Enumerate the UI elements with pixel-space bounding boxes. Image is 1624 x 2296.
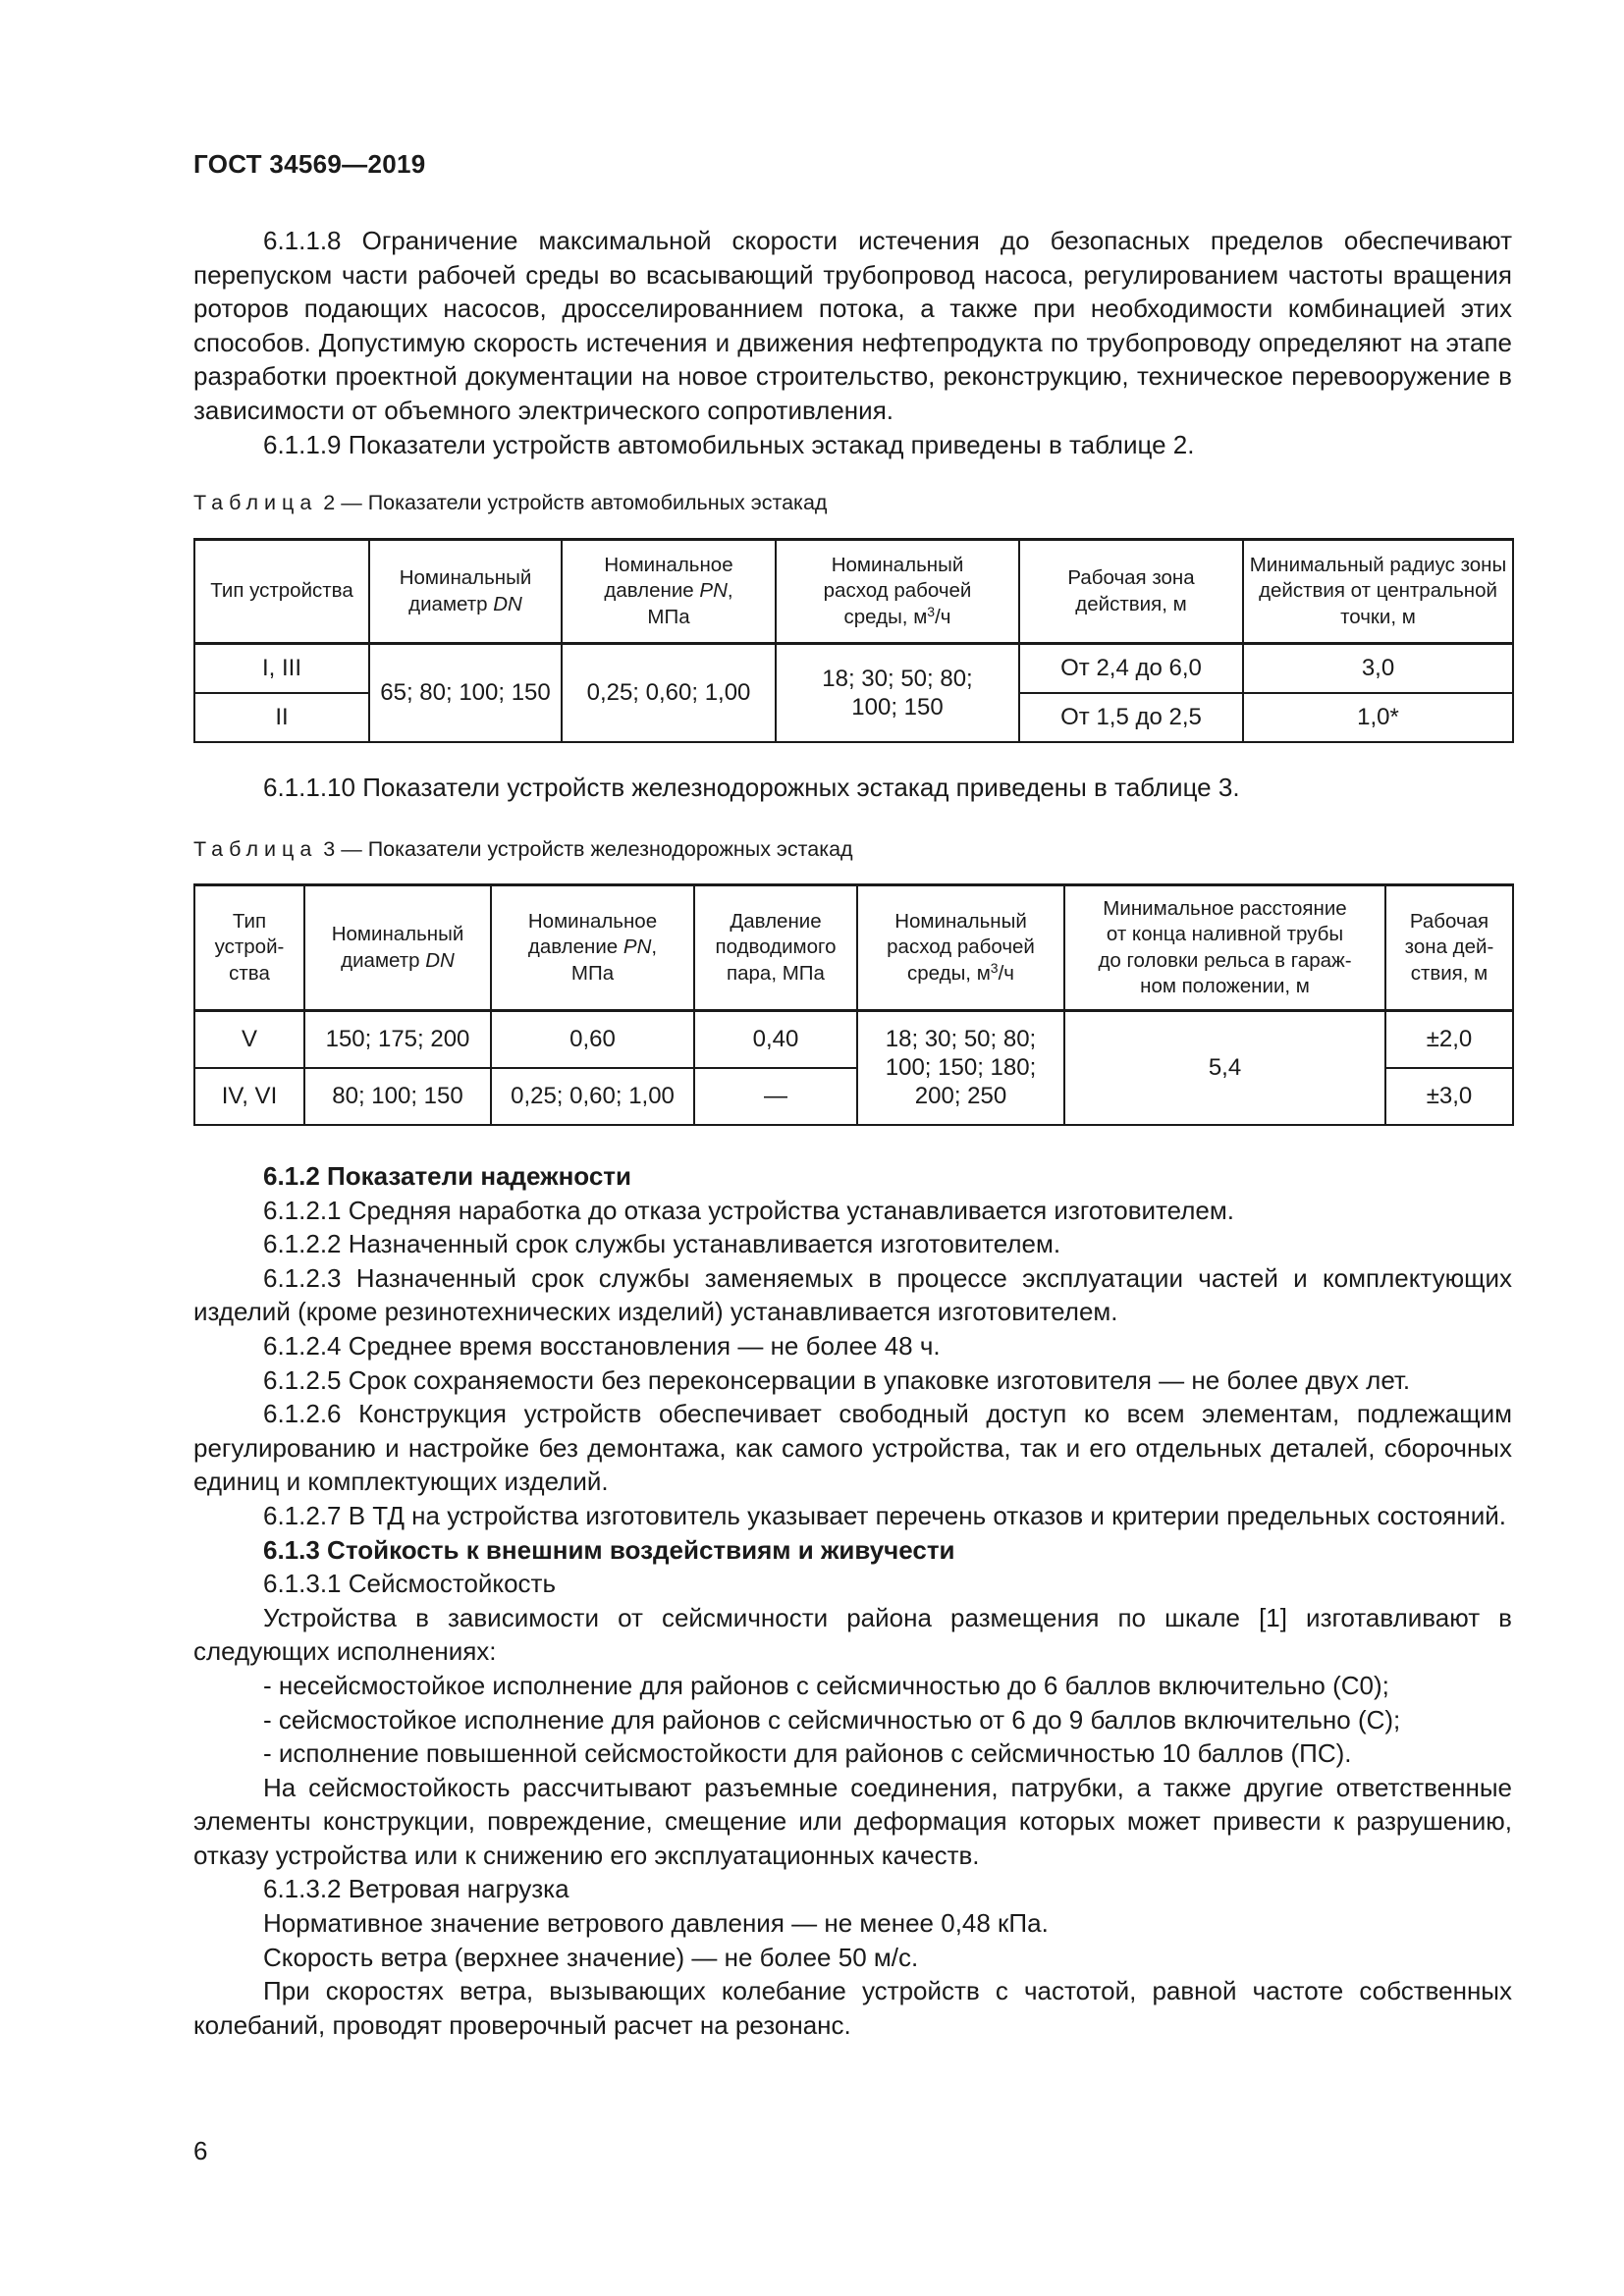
table2-header: Тип устройства (194, 540, 369, 644)
paragraph-6-1-2-5: 6.1.2.5 Срок сохраняемости без переконсервации в упаковке изготовителя — не более двух лет. (263, 1364, 1411, 1395)
paragraph-6-1-1-8: 6.1.1.8 Ограничение максимальной скорости истечения до безопасных пределов обеспечивают перепуском части рабочей среды во всасывающий трубопровод насоса, регулированием частоты вращения роторов подающих насосов, дросселированнием потока, а также при необходимости комбинацией этих способов. Допустимую скорость истечения и движения нефтепродукта по трубопроводу определяют на этапе разработки проектной документации на новое строительство, реконструкцию, техническое перевооружение в зависимости от объемного электрического сопротивления. (193, 226, 1512, 425)
paragraph-resonance: При скоростях ветра, вызывающих колебание устройств с частотой, равной частоте собственных колебаний, проводят проверочный расчет на резонанс. (193, 1976, 1512, 2040)
table3-header: Минимальное расстояние от конца наливной трубы до головки рельса в гараж- ном положении, м (1064, 885, 1385, 1011)
section-heading-6-1-3: 6.1.3 Стойкость к внешним воздействиям и живучести (263, 1534, 955, 1565)
table3-cell: 5,4 (1064, 1011, 1385, 1125)
table3-cell: ±3,0 (1385, 1068, 1513, 1125)
table2-header: Номинальное давление PN, МПа (562, 540, 776, 644)
table2-cell: От 1,5 до 2,5 (1019, 693, 1243, 742)
document-header: ГОСТ 34569—2019 (193, 149, 426, 179)
table3-cell: IV, VI (194, 1068, 304, 1125)
table3-cell: — (694, 1068, 857, 1125)
main-text (193, 1159, 1512, 2042)
table3-cell: V (194, 1011, 304, 1068)
table3-header: Номинальное давление PN, МПа (491, 885, 694, 1011)
subheading-6-1-3-2: 6.1.3.2 Ветровая нагрузка (263, 1874, 569, 1904)
table3-caption: Таблица 3 — Показатели устройств железнодорожных эстакад (193, 837, 853, 861)
table3-cell: 80; 100; 150 (304, 1068, 491, 1125)
table3-header: Давление подводимого пара, МПа (694, 885, 857, 1011)
table3-cell: 0,25; 0,60; 1,00 (491, 1068, 694, 1125)
paragraph-6-1-2-4: 6.1.2.4 Среднее время восстановления — не более 48 ч. (263, 1330, 941, 1361)
table3-cell: ±2,0 (1385, 1011, 1513, 1068)
table2-header: Номинальный диаметр DN (369, 540, 562, 644)
paragraph-block (193, 771, 1512, 805)
table2-header: Рабочая зона действия, м (1019, 540, 1243, 644)
table2-cell: 18; 30; 50; 80; 100; 150 (776, 644, 1019, 742)
table3-header: Номинальный диаметр DN (304, 885, 491, 1011)
paragraph-6-1-2-6: 6.1.2.6 Конструкция устройств обеспечивает свободный доступ ко всем элементам, подлежащим регулированию и настройке без демонтажа, как самого устройства, так и его отдельных деталей, сборочных единиц и комплектующих изделий. (193, 1399, 1512, 1497)
paragraph-6-1-1-9: 6.1.1.9 Показатели устройств автомобильных эстакад приведены в таблице 2. (263, 429, 1195, 459)
paragraph-6-1-2-2: 6.1.2.2 Назначенный срок службы устанавливается изготовителем. (263, 1229, 1061, 1259)
table3-cell: 0,60 (491, 1011, 694, 1068)
list-item: - несейсмостойкое исполнение для районов с сейсмичностью до 6 баллов включительно (С0); (263, 1670, 1389, 1700)
table3-cell: 18; 30; 50; 80; 100; 150; 180; 200; 250 (857, 1011, 1064, 1125)
table2-cell: 0,25; 0,60; 1,00 (562, 644, 776, 742)
table2-cell: 1,0* (1243, 693, 1513, 742)
paragraph-wind-pressure: Нормативное значение ветрового давления — не менее 0,48 кПа. (263, 1908, 1049, 1939)
paragraph-6-1-2-1: 6.1.2.1 Средняя наработка до отказа устройства устанавливается изготовителем. (263, 1195, 1234, 1225)
section-heading-6-1-2: 6.1.2 Показатели надежности (263, 1161, 632, 1191)
paragraph-6-1-2-7: 6.1.2.7 В ТД на устройства изготовитель указывает перечень отказов и критерии предельных состояний. (263, 1500, 1507, 1530)
table2-cell: II (194, 693, 369, 742)
paragraph-seismic-calc: На сейсмостойкость рассчитывают разъемные соединения, патрубки, а также другие ответственные элементы конструкции, повреждение, смещение или деформация которых может привести к разрушению, отказу устройства или к снижению его эксплуатационных качеств. (193, 1772, 1512, 1870)
table2-header: Минимальный радиус зоны действия от центральной точки, м (1243, 540, 1513, 644)
table2-cell: 3,0 (1243, 644, 1513, 693)
table-2 (193, 538, 1514, 743)
page-number: 6 (193, 2136, 208, 2165)
table2-caption: Таблица 2 — Показатели устройств автомобильных эстакад (193, 491, 828, 514)
table2-cell: От 2,4 до 6,0 (1019, 644, 1243, 693)
paragraph-6-1-2-3: 6.1.2.3 Назначенный срок службы заменяемых в процессе эксплуатации частей и комплектующих изделий (кроме резинотехнических изделий) устанавливается изготовителем. (193, 1262, 1512, 1327)
table-3 (193, 883, 1514, 1126)
list-item: - сейсмостойкое исполнение для районов с сейсмичностью от 6 до 9 баллов включительно (С); (263, 1704, 1401, 1735)
paragraph-wind-speed: Скорость ветра (верхнее значение) — не более 50 м/с. (263, 1942, 919, 1972)
table3-header: Рабочая зона дей- ствия, м (1385, 885, 1513, 1011)
table3-header: Номинальный расход рабочей среды, $м^3/ч$ (857, 885, 1064, 1011)
table2-cell: 65; 80; 100; 150 (369, 644, 562, 742)
table2-cell: I, III (194, 644, 369, 693)
intro-paragraphs (193, 224, 1512, 461)
table3-cell: 0,40 (694, 1011, 857, 1068)
subheading-6-1-3-1: 6.1.3.1 Сейсмостойкость (263, 1569, 557, 1599)
table3-header: Тип устрой- ства (194, 885, 304, 1011)
paragraph-6-1-1-10: 6.1.1.10 Показатели устройств железнодорожных эстакад приведены в таблице 3. (263, 773, 1240, 802)
list-item: - исполнение повышенной сейсмостойкости для районов с сейсмичностью 10 баллов (ПС). (263, 1738, 1352, 1769)
table2-header: Номинальный расход рабочей среды, $м^3/ч$ (776, 540, 1019, 644)
paragraph-seismic-intro: Устройства в зависимости от сейсмичности района размещения по шкале [1] изготавливают в следующих исполнениях: (193, 1602, 1512, 1667)
table3-cell: 150; 175; 200 (304, 1011, 491, 1068)
